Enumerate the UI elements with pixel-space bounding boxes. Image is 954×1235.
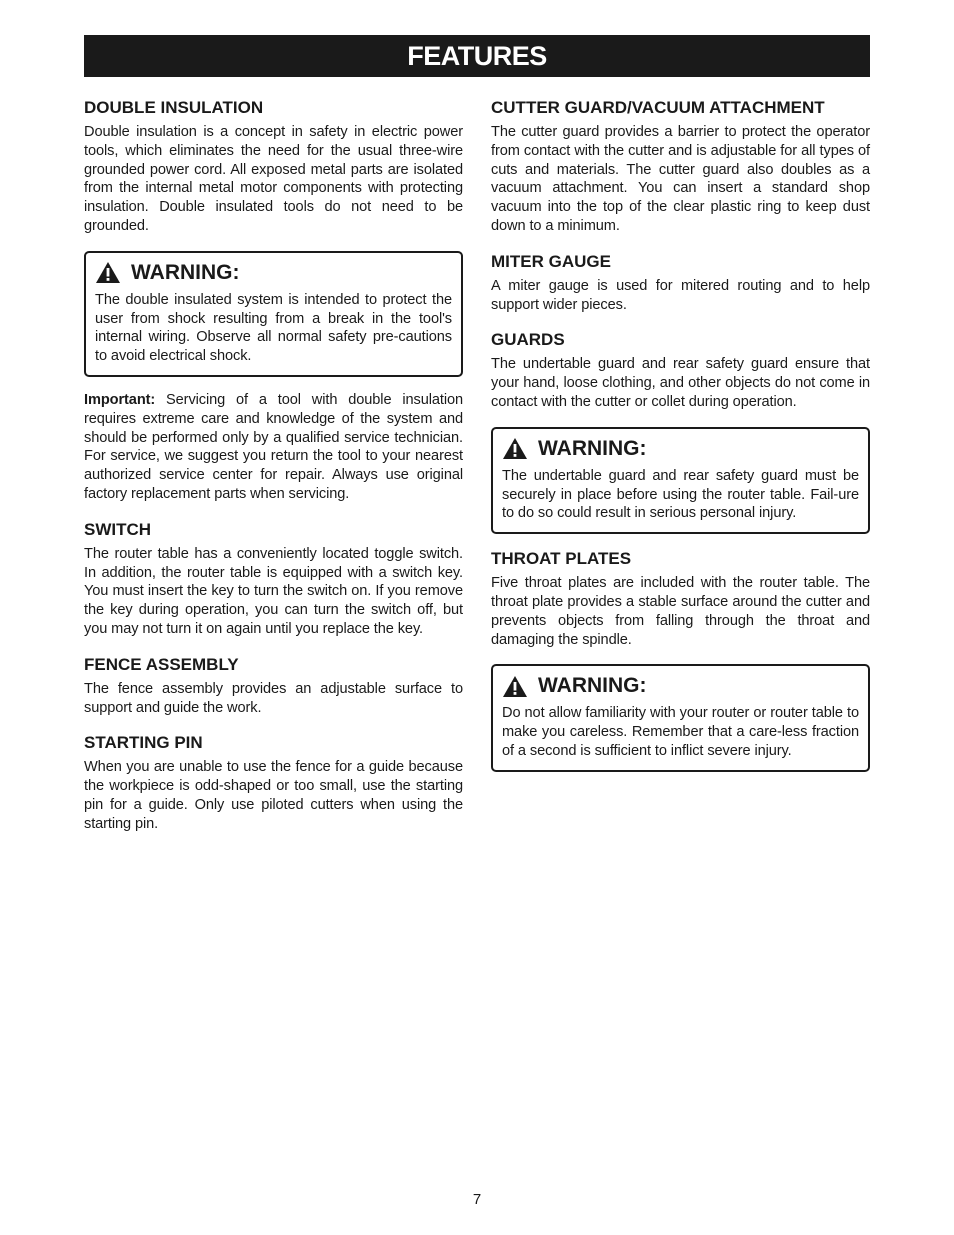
section-starting-pin [84,732,463,833]
warning-triangle-icon [502,437,528,460]
warning-body: Do not allow familiarity with your router or router table to make you careless. Remember that a care-less fraction of a second is sufficient to inflict severe injury. [502,705,859,759]
section-heading: FENCE ASSEMBLY [84,654,239,674]
warning-header [502,436,859,462]
section-body: When you are unable to use the fence for a guide because the workpiece is odd-shaped or too small, use the starting pin for a guide. Only use piloted cutters when using the starting pin. [84,759,463,832]
warning-body: The undertable guard and rear safety guard must be securely in place before using the router table. Fail-ure to do so could result in serious personal injury. [502,467,859,522]
page-title: FEATURES [84,35,870,77]
section-body: Double insulation is a concept in safety in electric power tools, which eliminates the need for the usual three-wire grounded power cord. All exposed metal parts are isolated from the internal metal motor components with protecting insulation. Double insulated tools do not need to be grounded. [84,124,463,234]
section-heading: THROAT PLATES [491,549,632,569]
warning-triangle-icon [95,261,121,284]
warning-header [502,673,859,699]
warning-title: WARNING: [538,436,647,460]
section-switch [84,519,463,639]
warning-box-double-insulation [84,251,463,377]
warning-title: WARNING: [538,674,647,698]
page-number: 7 [472,1191,482,1208]
section-body: The router table has a conveniently located toggle switch. In addition, the router table is equipped with a switch key. You must insert the key to turn the switch on. If you remove the key during operation, you can turn the switch off, but you may not turn it on again until you replace the key. [84,545,463,637]
warning-title: WARNING: [131,260,240,284]
warning-triangle-icon [502,675,528,698]
section-cutter-guard [491,97,870,236]
section-heading: STARTING PIN [84,733,203,753]
section-double-insulation [84,97,463,236]
section-heading: SWITCH [84,519,152,539]
important-note [84,391,463,504]
section-throat-plates [491,548,870,649]
section-body: A miter gauge is used for mitered routing and to help support wider pieces. [491,277,870,313]
section-important [84,391,463,504]
left-column [84,97,463,849]
important-body: Servicing of a tool with double insulation requires extreme care and knowledge of the system and should be performed only by a qualified service technician. For service, we suggest you return the tool to your nearest authorized service center for repair. Always use original factory replacement parts when servicing. [84,391,463,502]
important-label: Important: [84,391,156,408]
warning-box-familiarity [491,664,870,771]
section-body: The fence assembly provides an adjustable surface to support and guide the work. [84,680,463,716]
section-body: Five throat plates are included with the router table. The throat plate provides a stable surface around the cutter and prevents objects from falling through the throat and damaging the spindle. [491,575,870,648]
section-fence-assembly [84,654,463,718]
section-heading: CUTTER GUARD/VACUUM ATTACHMENT [491,98,825,117]
warning-body: The double insulated system is intended to protect the user from shock resulting from a break in the tool's internal wiring. Observe all normal safety pre-cautions to avoid electrical shock. [95,291,452,365]
section-body: The cutter guard provides a barrier to protect the operator from contact with the cutter and is adjustable for all types of cuts and materials. The cutter guard also doubles as a vacuum attachment. You can insert a standard shop vacuum into the top of the clear plastic ring to keep dust down to a minimum. [491,124,870,234]
section-heading: MITER GAUGE [491,251,611,271]
right-column [491,97,870,786]
section-heading: GUARDS [491,330,565,350]
section-miter-gauge [491,251,870,315]
section-heading: DOUBLE INSULATION [84,98,264,117]
section-guards [491,329,870,411]
warning-header [95,260,452,286]
section-body: The undertable guard and rear safety guard ensure that your hand, loose clothing, and other objects do not come in contact with the cutter or collet during operation. [491,356,870,410]
warning-box-guards [491,427,870,534]
